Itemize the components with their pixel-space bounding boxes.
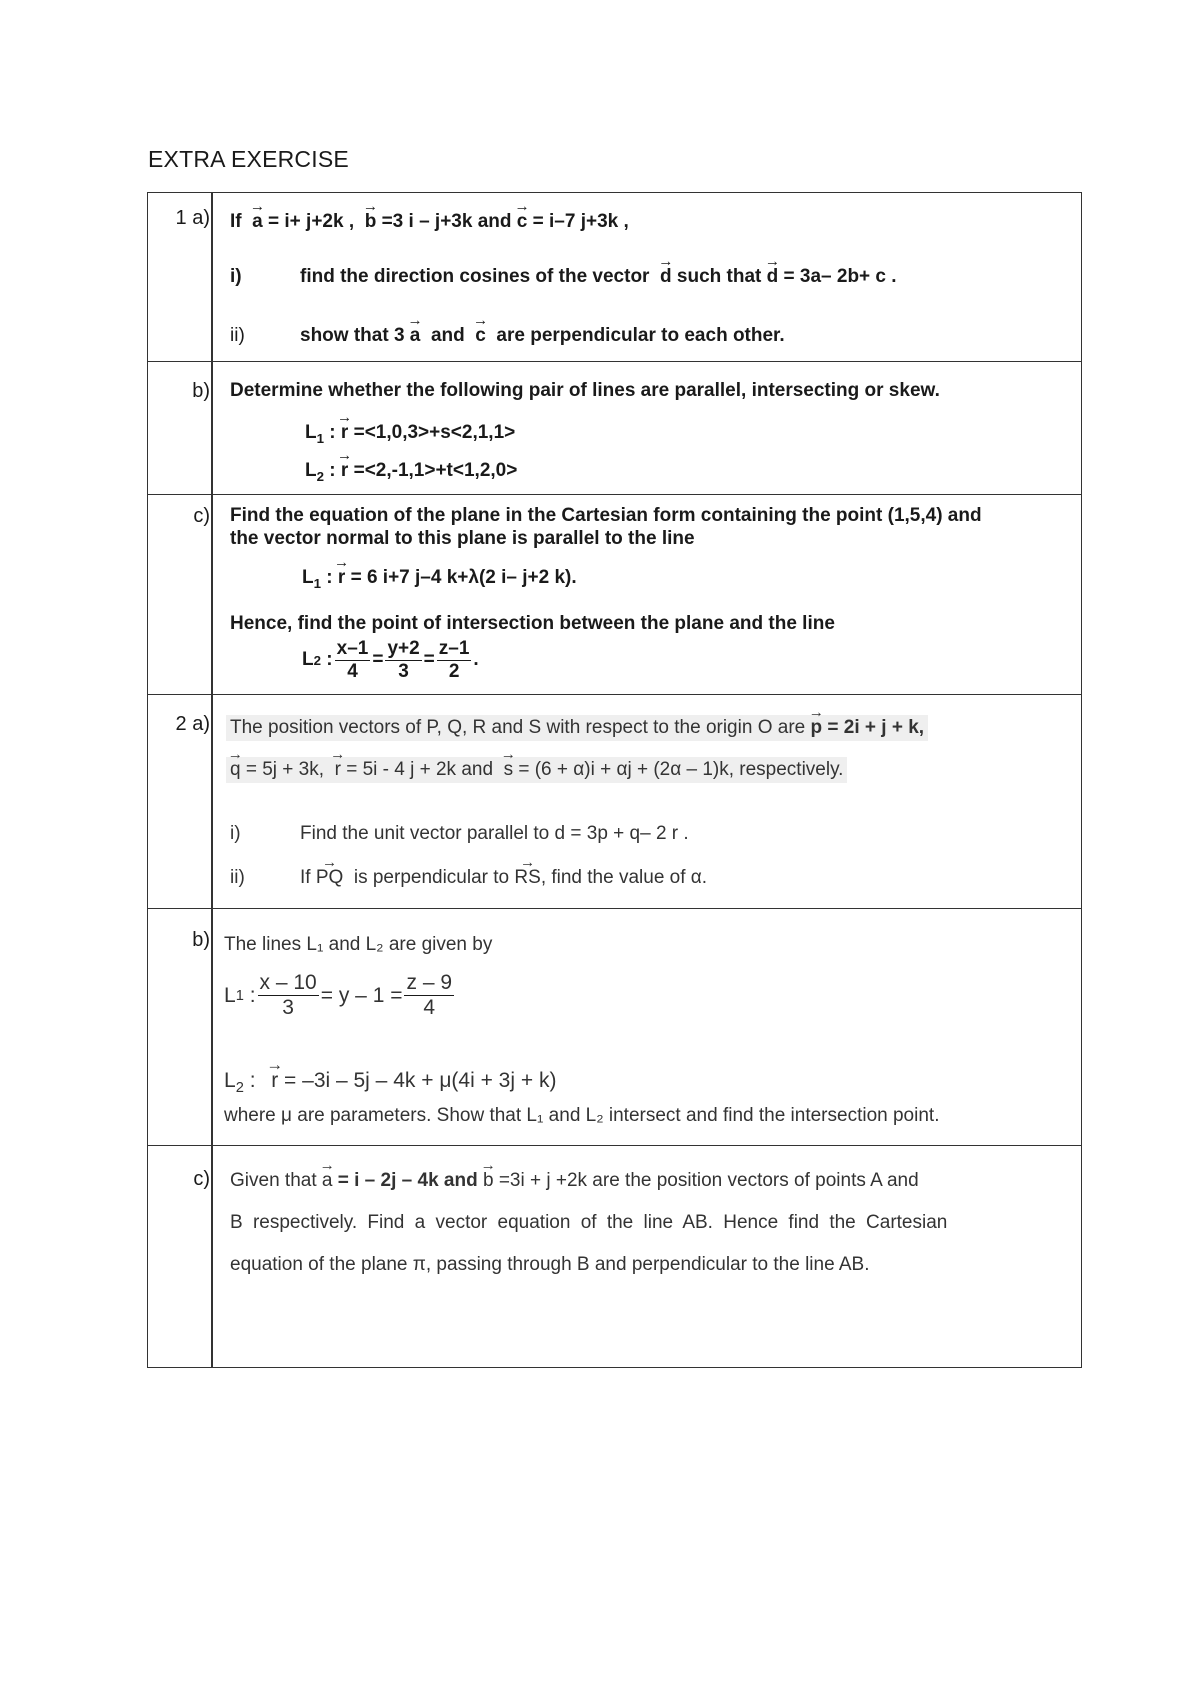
question-stem-line: Find the equation of the plane in the Cartesian form containing the point (1,5,4) and (230, 505, 982, 526)
page-title: EXTRA EXERCISE (148, 146, 349, 172)
question-1c (148, 494, 1081, 694)
vector-c: → c (517, 211, 528, 233)
vector-b: → b (365, 211, 377, 233)
line-l2: L 2 : $\frac{x-1}{4}$ = $\frac{y+2}{3}$ = $\frac{z-1}{2}$ . (302, 638, 479, 682)
question-1b (148, 361, 1081, 494)
exercise-table (147, 192, 1082, 1368)
question-stem-line: the vector normal to this plane is parallel to the line (230, 528, 695, 549)
question-stem-line: The position vectors of P, Q, R and S with respect to the origin O are → p = 2i + j + k, (226, 715, 928, 741)
column-divider (211, 695, 213, 908)
question-2b (148, 908, 1081, 1145)
line-l2: $L_2$ : → r =<2,-1,1>+t<1,2,0> (305, 460, 517, 484)
question-line: Given that → a = i – 2j – 4k and → b =3i + j +2k are the position vectors of points A and (230, 1170, 919, 1192)
hence-text: Hence, find the point of intersection between the plane and the line (230, 613, 835, 634)
part-number: ii) (230, 325, 245, 346)
column-divider (211, 909, 213, 1145)
part-i-text: find the direction cosines of the vector → d such that → d = 3a– 2b+ c . (300, 266, 897, 288)
line-l2: $L_2$ : → r = –3i – 5j – 4k + μ(4i + 3j + k) (224, 1069, 556, 1096)
question-label: c) (193, 505, 210, 527)
part-number: ii) (230, 867, 245, 888)
question-label: b) (192, 929, 210, 951)
vector-a: → a (252, 211, 263, 233)
column-divider (211, 1146, 213, 1367)
question-stem-line: → q = 5j + 3k, → r = 5i - 4 j + 2k and → s = (6 + α)i + αj + (2α – 1)k, respectively. (226, 757, 847, 783)
part-ii-text: show that 3 → a and → c are perpendicular to each other. (300, 325, 785, 347)
part-number: i) (230, 266, 242, 287)
question-2c (148, 1145, 1081, 1367)
column-divider (211, 193, 213, 361)
column-divider (211, 495, 213, 694)
line-l1: $L_1$ : → r =<1,0,3>+s<2,1,1> (305, 422, 515, 446)
part-number: i) (230, 823, 241, 844)
question-2a (148, 694, 1081, 908)
question-stem: If → a = i+ j+2k , → b =3 i – j+3k and → c = i–7 j+3k , (230, 211, 629, 233)
question-label: 1 a) (175, 207, 210, 229)
question-stem: Determine whether the following pair of lines are parallel, intersecting or skew. (230, 380, 940, 401)
question-1a (148, 193, 1081, 361)
column-divider (211, 362, 213, 494)
question-line: equation of the plane π, passing through B and perpendicular to the line AB. (230, 1254, 870, 1275)
line-l1: L 1 : $\frac{x - 10}{3}$ = y – 1 = $\frac{z - 9}{4}$ (224, 971, 453, 1020)
question-label: 2 a) (175, 713, 210, 735)
question-line: B respectively. Find a vector equation of the line AB. Hence find the Cartesian (230, 1212, 948, 1233)
question-label: b) (192, 380, 210, 402)
where-text: where μ are parameters. Show that L₁ and L₂ intersect and find the intersection point. (224, 1105, 940, 1126)
question-stem: The lines L₁ and L₂ are given by (224, 934, 493, 955)
part-ii-text: If → PQ is perpendicular to → RS, find the value of α. (300, 867, 707, 889)
question-label: c) (193, 1168, 210, 1190)
line-l1: $L_1$ : → r = 6 i+7 j–4 k+λ(2 i– j+2 k). (302, 567, 577, 591)
part-i-text: Find the unit vector parallel to d = 3p + q– 2 r . (300, 823, 689, 844)
